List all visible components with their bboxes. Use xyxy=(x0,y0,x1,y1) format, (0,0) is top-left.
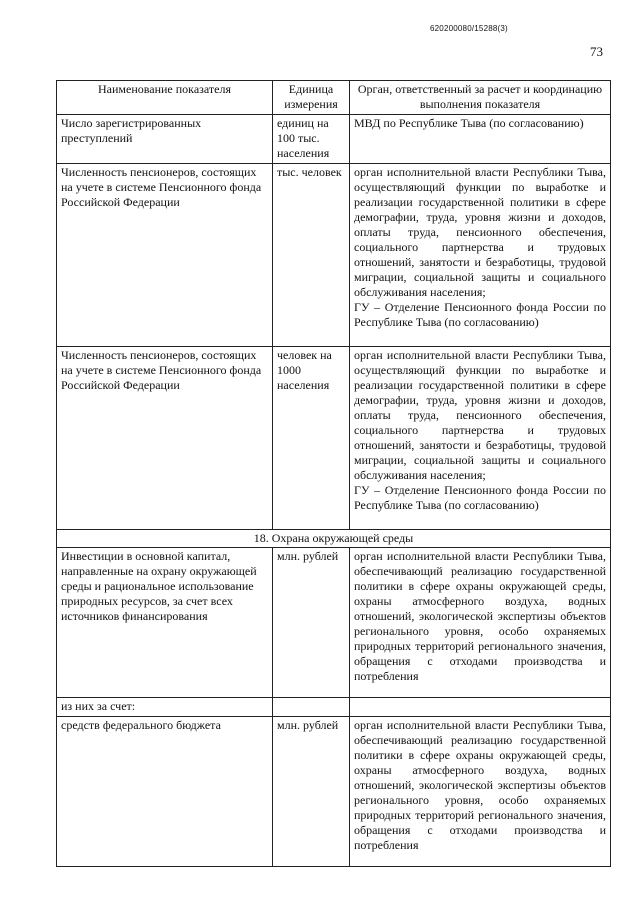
section-title: 18. Охрана окружающей среды xyxy=(57,530,611,548)
indicator-cell: Численность пенсионеров, состоящих на учете в системе Пенсионного фонда Российской Федерации xyxy=(57,347,273,530)
indicator-cell: Число зарегистрированных преступлений xyxy=(57,115,273,164)
table-row xyxy=(57,548,611,698)
unit-cell: единиц на 100 тыс. населения xyxy=(273,115,350,164)
indicator-cell: средств федерального бюджета xyxy=(57,717,273,867)
unit-cell: человек на 1000 населения xyxy=(273,347,350,530)
responsible-text: орган исполнительной власти Республики Тыва, осуществляющий функции по выработке и реализации государственной политики в сфере демографии, труда, уровня жизни и доходов, оплаты труда, пенсионного обеспечения, социального партнерства и трудовых отношений, занятости и безработицы, трудовой миграции, социальной защиты и социального обслуживания населения; xyxy=(354,348,606,482)
unit-cell xyxy=(273,698,350,717)
responsible-cell: МВД по Республике Тыва (по согласованию) xyxy=(350,115,611,164)
indicator-cell: Инвестиции в основной капитал, направленные на охрану окружающей среды и рациональное использование природных ресурсов, за счет всех источников финансирования xyxy=(57,548,273,698)
responsible-text-secondary: ГУ – Отделение Пенсионного фонда России по Республике Тыва (по согласованию) xyxy=(354,483,606,512)
column-header-responsible: Орган, ответственный за расчет и координацию выполнения показателя xyxy=(350,81,611,115)
responsible-cell: орган исполнительной власти Республики Тыва, обеспечивающий реализацию государственной политики в сфере охраны окружающей среды, охраны атмосферного воздуха, водных отношений, экологической экспертизы объектов регионального уровня, особо охраняемых природных территорий регионального значения, обращения с отходами производства и потребления xyxy=(350,548,611,698)
unit-cell: млн. рублей xyxy=(273,717,350,867)
indicator-cell: из них за счет: xyxy=(57,698,273,717)
table-row xyxy=(57,717,611,867)
indicators-table xyxy=(56,80,611,867)
table-row xyxy=(57,347,611,530)
document-id: 620200080/15288(3) xyxy=(430,24,508,33)
table-row xyxy=(57,164,611,347)
section-heading-row xyxy=(57,530,611,548)
column-header-indicator: Наименование показателя xyxy=(57,81,273,115)
responsible-cell: орган исполнительной власти Республики Тыва, обеспечивающий реализацию государственной политики в сфере охраны окружающей среды, охраны атмосферного воздуха, водных отношений, экологической экспертизы объектов регионального уровня, особо охраняемых природных территорий регионального значения, обращения с отходами производства и потребления xyxy=(350,717,611,867)
column-header-unit: Единица измерения xyxy=(273,81,350,115)
table-row xyxy=(57,115,611,164)
responsible-cell xyxy=(350,698,611,717)
indicator-cell: Численность пенсионеров, состоящих на учете в системе Пенсионного фонда Российской Федерации xyxy=(57,164,273,347)
unit-cell: тыс. человек xyxy=(273,164,350,347)
unit-cell: млн. рублей xyxy=(273,548,350,698)
table-header-row xyxy=(57,81,611,115)
page-number: 73 xyxy=(590,44,603,59)
table-row xyxy=(57,698,611,717)
responsible-cell xyxy=(350,164,611,347)
responsible-text: орган исполнительной власти Республики Тыва, осуществляющий функции по выработке и реализации государственной политики в сфере демографии, труда, уровня жизни и доходов, оплаты труда, пенсионного обеспечения, социального партнерства и трудовых отношений, занятости и безработицы, трудовой миграции, социальной защиты и социального обслуживания населения; xyxy=(354,165,606,299)
responsible-text-secondary: ГУ – Отделение Пенсионного фонда России по Республике Тыва (по согласованию) xyxy=(354,300,606,329)
responsible-cell xyxy=(350,347,611,530)
